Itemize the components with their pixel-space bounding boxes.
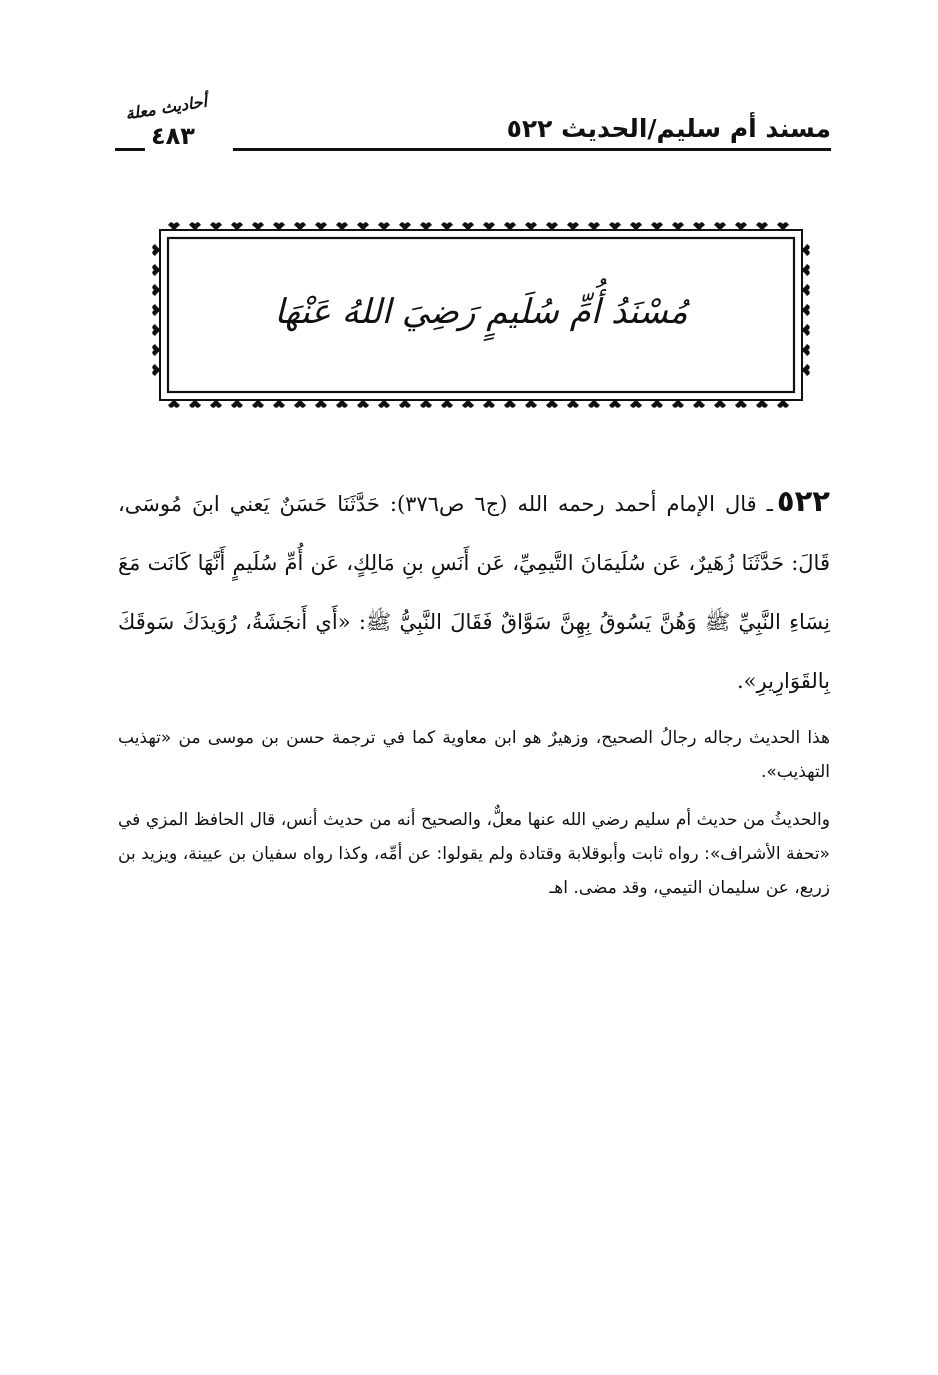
header-rule	[233, 148, 831, 151]
ornamental-title-frame	[150, 220, 812, 410]
hadith-text: قال الإمام أحمد رحمه الله (ج٦ ص٣٧٦): حَدَّثَنَا حَسَنٌ يَعني ابنَ مُوسَى، قَالَ: حَدَّثَنَا زُهَيرٌ، عَن سُلَيمَانَ التَّيمِيِّ، عَن أَنَسِ بنِ مَالِكٍ، عَن أُمِّ سُلَيمٍ أَنَّهَا كَانَت مَعَ نِسَاءِ النَّبِيِّ ﷺ وَهُنَّ يَسُوقُ بِهِنَّ سَوَّاقٌ فَقَالَ النَّبِيُّ ﷺ: «أَي أَنجَشَةُ، رُوَيدَكَ سَوقَكَ بِالقَوَارِيرِ».	[118, 492, 830, 693]
page-header	[115, 91, 831, 160]
running-title: مسند أم سليم/الحديث ٥٢٢	[506, 114, 831, 143]
series-label: أحاديث معلة	[124, 91, 209, 124]
page-number-underline	[115, 148, 145, 151]
page-number: ٤٨٣	[151, 122, 195, 150]
section-title: مُسْنَدُ أُمِّ سُلَيمٍ رَضِيَ اللهُ عَنْهَا	[274, 292, 688, 332]
hadith-number: ٥٢٢	[776, 484, 830, 518]
hadith-dash: ـ	[756, 492, 773, 516]
main-content	[118, 472, 830, 905]
commentary-paragraph: والحديثُ من حديث أم سليم رضي الله عنها معلٌّ، والصحيح أنه من حديث أنس، قال الحافظ المزي في «تحفة الأشراف»: رواه ثابت وأبوقلابة وقتادة ولم يقولوا: عن أمِّه، وكذا رواه سفيان بن عيينة، ويزيد بن زريع، عن سليمان التيمي، وقد مضى. اهـ	[118, 810, 830, 898]
commentary-paragraph: هذا الحديث رجاله رجالُ الصحيح، وزهيرٌ هو ابن معاوية كما في ترجمة حسن بن موسى من «تهذيب التهذيب».	[118, 728, 830, 782]
hadith-paragraph	[118, 472, 830, 711]
